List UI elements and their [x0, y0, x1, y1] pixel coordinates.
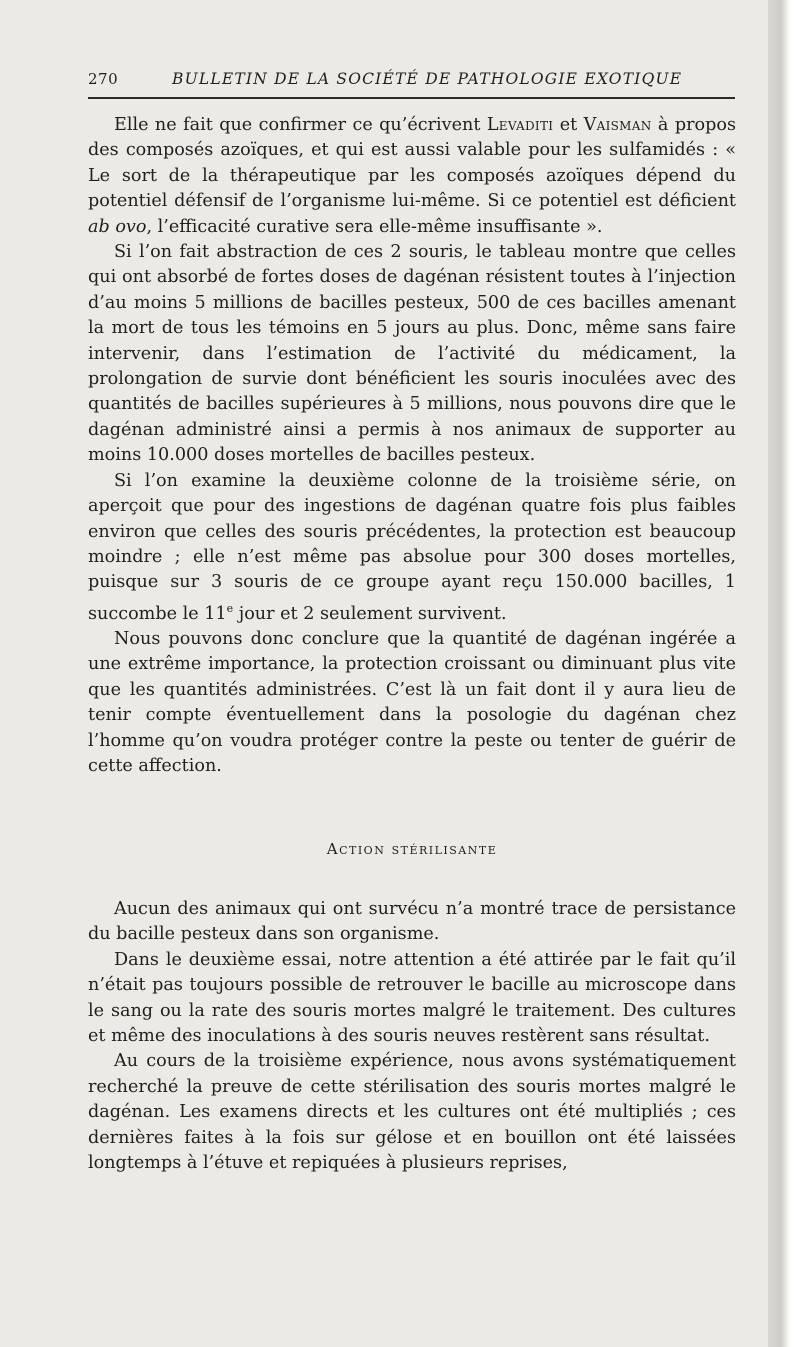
author-name: Levaditi	[486, 115, 554, 135]
section-title: Action stérilisante	[326, 840, 498, 858]
paragraph-6: Dans le deuxième essai, notre attention a été attirée par le fait qu’il n’était pas toujours possible de retrouver le bacille au microscope dans le sang ou la rate des souris mortes malgré le traitement. Des cultures et même des inoculations à des souris neuves restèrent sans résultat.	[88, 949, 736, 1047]
paragraph-7: Au cours de la troisième expérience, nous avons systématiquement recherché la preuve de cette stérilisation des souris mortes malgré le dagénan. Les examens directs et les cultures ont été multipliés ; ces dernières faites à la fois sur gélose et en bouillon ont été laissées longtemps à l’étuve et repiquées à plusieurs reprises,	[88, 1051, 736, 1174]
paragraph-2: Si l’on fait abstraction de ces 2 souris, le tableau montre que celles qui ont absorbé de fortes doses de dagénan résistent toutes à l’injection d’au moins 5 millions de bacilles pesteux, 500 de ces bacilles amenant la mort de tous les témoins en 5 jours au plus. Donc, même sans faire intervenir, dans l’estimation de l’activité du médicament, la prolongation de survie dont bénéficient les souris inoculées avec des quantités de bacilles supérieures à 5 millions, nous pouvons dire que le dagénan administré ainsi a permis à nos animaux de supporter au moins 10.000 doses mortelles de bacilles pesteux.	[88, 242, 736, 466]
page-edge	[768, 0, 800, 1347]
header-rule	[88, 97, 735, 99]
latin-phrase: ab ovo	[88, 216, 147, 237]
paragraph-5: Aucun des animaux qui ont survécu n’a montré trace de persistance du bacille pesteux dans son organisme.	[88, 899, 736, 945]
paragraph-4: Nous pouvons donc conclure que la quantité de dagénan ingérée a une extrême importance, la protection croissant ou diminuant plus vite que les quantités administrées. C’est là un fait dont il y aura lieu de tenir compte éventuellement dans la posologie du dagénan chez l’homme qu’on voudra protéger contre la peste ou tenter de guérir de cette affection.	[88, 628, 736, 777]
page-header	[88, 68, 735, 94]
body-text-top	[88, 113, 736, 779]
page-number: 270	[88, 70, 119, 88]
paragraph-3: Si l’on examine la deuxième colonne de la troisième série, on aperçoit que pour des ingestions de dagénan quatre fois plus faibles environ que celles des souris précédentes, la protection est beaucoup moindre ; elle n’est même pas absolue pour 300 doses mortelles, puisque sur 3 souris de ce groupe ayant reçu 150.000 bacilles, 1 succombe le 11e jour et 2 seulement survivent.	[88, 470, 736, 624]
running-head: BULLETIN DE LA SOCIÉTÉ DE PATHOLOGIE EXOTIQUE	[172, 70, 683, 88]
body-text-bottom	[88, 897, 736, 1176]
author-name: Vaisman	[583, 115, 652, 135]
paragraph-1: Elle ne fait que confirmer ce qu’écrivent Levaditi et Vaisman à propos des composés azoïques, et qui est aussi valable pour les sulfamidés : « Le sort de la thérapeutique par les composés azoïques dépend du potentiel défensif de l’organisme lui-même. Si ce potentiel est déficient ab ovo, l’efficacité curative sera elle-même insuffisante ».	[88, 115, 736, 237]
